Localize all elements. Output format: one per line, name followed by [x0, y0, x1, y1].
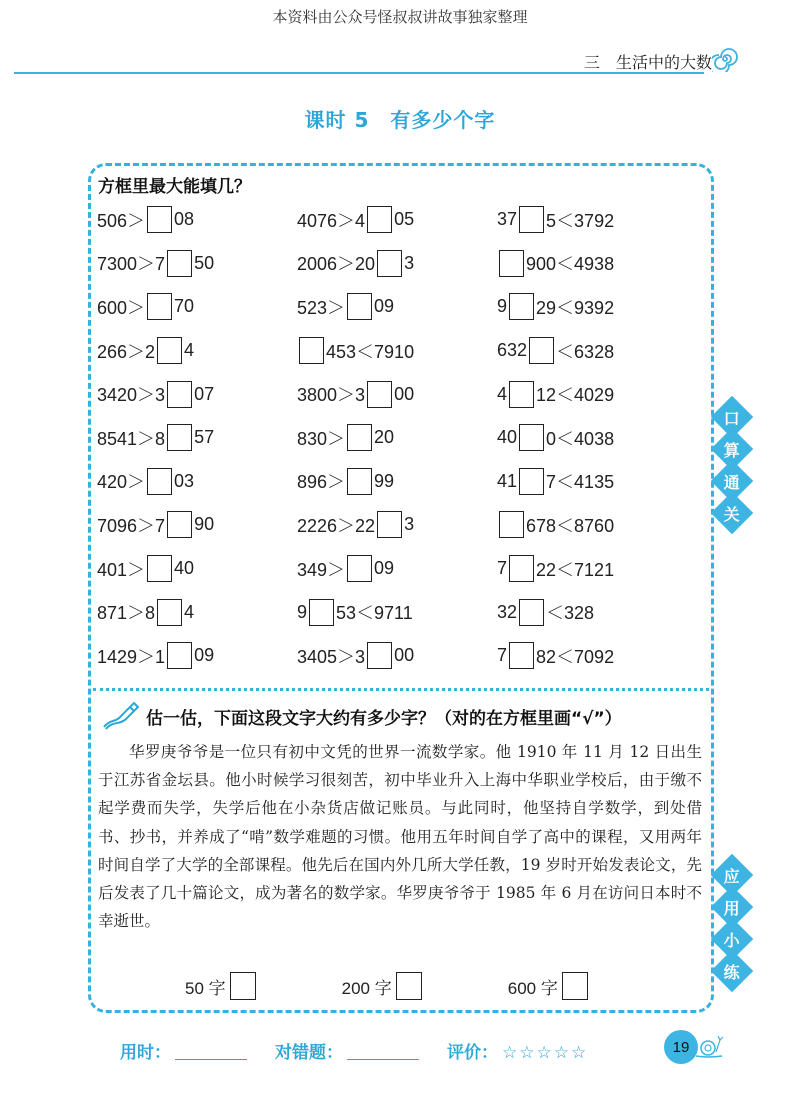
section-divider	[93, 688, 709, 691]
answer-box[interactable]	[309, 599, 334, 626]
comparison-item	[497, 468, 697, 495]
footer	[120, 1038, 588, 1063]
answer-box[interactable]	[299, 337, 324, 364]
side-tabs-oral	[712, 400, 752, 530]
item-suffix: 09	[374, 558, 395, 579]
answer-box[interactable]	[347, 424, 372, 451]
comparison-item	[97, 250, 297, 277]
item-prefix: 506＞	[97, 210, 146, 231]
item-suffix: 99	[374, 470, 395, 491]
item-prefix: 4	[497, 383, 508, 404]
rating-stars[interactable]: ☆☆☆☆☆	[502, 1043, 589, 1063]
comparison-item	[497, 424, 697, 451]
comparison-item	[497, 555, 697, 582]
item-prefix: 523＞	[297, 297, 346, 318]
answer-box[interactable]	[167, 424, 192, 451]
comparison-item	[497, 250, 697, 277]
grid-row	[97, 329, 697, 373]
item-suffix: 50	[194, 252, 215, 273]
grid-row	[97, 416, 697, 460]
item-prefix: 9	[297, 601, 308, 622]
fill-in-grid	[97, 198, 697, 678]
item-prefix: 32	[497, 601, 518, 622]
item-suffix: 07	[194, 383, 215, 404]
answer-box[interactable]	[167, 381, 192, 408]
comparison-item	[297, 599, 497, 626]
comparison-item	[497, 642, 697, 669]
header-rule	[14, 72, 704, 74]
comparison-item	[297, 293, 497, 320]
answer-box[interactable]	[147, 468, 172, 495]
lesson-title: 课时 5 有多少个字	[304, 108, 496, 132]
comparison-item	[97, 206, 297, 233]
answer-box[interactable]	[509, 381, 534, 408]
side-tab-label: 应	[723, 866, 741, 886]
item-suffix: 82＜7092	[536, 646, 615, 667]
grid-row	[97, 198, 697, 242]
answer-box[interactable]	[509, 642, 534, 669]
item-suffix: 3	[404, 514, 415, 535]
item-suffix: 4	[184, 340, 195, 361]
answer-box[interactable]	[347, 555, 372, 582]
comparison-item	[297, 642, 497, 669]
item-suffix: 20	[374, 427, 395, 448]
item-prefix: 7300＞7	[97, 254, 166, 275]
item-prefix: 37	[497, 209, 518, 230]
comparison-item	[497, 511, 697, 538]
item-prefix: 420＞	[97, 472, 146, 493]
comparison-item	[297, 250, 497, 277]
answer-box[interactable]	[167, 642, 192, 669]
answer-box[interactable]	[377, 511, 402, 538]
comparison-item	[297, 555, 497, 582]
answer-box[interactable]	[377, 250, 402, 277]
item-prefix: 40	[497, 427, 518, 448]
option-label: 50 字	[185, 978, 226, 998]
item-prefix: 266＞2	[97, 341, 156, 362]
item-suffix: 0＜4038	[546, 428, 615, 449]
source-note: 本资料由公众号怪叔叔讲故事独家整理	[272, 8, 528, 26]
grid-row	[97, 547, 697, 591]
answer-box[interactable]	[147, 555, 172, 582]
option-checkbox[interactable]	[230, 972, 256, 1000]
item-prefix: 8541＞8	[97, 428, 166, 449]
answer-options	[185, 972, 674, 1000]
item-suffix: 00	[394, 383, 415, 404]
answer-box[interactable]	[509, 293, 534, 320]
errors-blank[interactable]	[347, 1059, 419, 1060]
answer-box[interactable]	[367, 642, 392, 669]
grid-row	[97, 242, 697, 286]
comparison-item	[297, 511, 497, 538]
answer-box[interactable]	[499, 511, 524, 538]
chapter-title: 三 生活中的大数	[583, 53, 712, 72]
answer-box[interactable]	[367, 381, 392, 408]
item-suffix: ＜328	[546, 603, 595, 624]
item-suffix: 90	[194, 514, 215, 535]
item-prefix: 7096＞7	[97, 515, 166, 536]
item-suffix: 7＜4135	[546, 472, 615, 493]
answer-box[interactable]	[147, 206, 172, 233]
comparison-item	[497, 599, 697, 626]
snail-icon	[692, 1030, 726, 1060]
item-suffix: 57	[194, 427, 215, 448]
item-suffix: 22＜7121	[536, 559, 615, 580]
item-suffix: 03	[174, 470, 195, 491]
side-tab	[711, 950, 753, 992]
answer-box[interactable]	[499, 250, 524, 277]
item-suffix: 453＜7910	[326, 341, 415, 362]
answer-box[interactable]	[519, 599, 544, 626]
side-tab	[711, 492, 753, 534]
comparison-item	[497, 337, 697, 364]
option-label: 600 字	[507, 978, 558, 998]
item-prefix: 3405＞3	[297, 646, 366, 667]
comparison-item	[297, 468, 497, 495]
answer-box[interactable]	[167, 511, 192, 538]
time-blank[interactable]	[175, 1059, 247, 1060]
grid-row	[97, 285, 697, 329]
answer-box[interactable]	[347, 293, 372, 320]
item-suffix: 12＜4029	[536, 385, 615, 406]
comparison-item	[97, 381, 297, 408]
item-suffix: 08	[174, 209, 195, 230]
grid-row	[97, 372, 697, 416]
answer-box[interactable]	[519, 206, 544, 233]
comparison-item	[497, 381, 697, 408]
page-number: 19	[664, 1030, 698, 1064]
item-suffix: 00	[394, 645, 415, 666]
answer-box[interactable]	[147, 293, 172, 320]
item-suffix: 53＜9711	[336, 603, 413, 624]
pen-icon	[100, 697, 144, 733]
side-tabs-practice	[712, 858, 752, 988]
item-prefix: 41	[497, 470, 518, 491]
item-prefix: 3800＞3	[297, 385, 366, 406]
question-1-title: 方框里最大能填几？	[98, 177, 251, 197]
comparison-item	[97, 293, 297, 320]
time-label: 用时：	[120, 1043, 171, 1063]
answer-box[interactable]	[157, 337, 182, 364]
item-prefix: 632	[497, 340, 528, 361]
comparison-item	[97, 599, 297, 626]
side-tab-label: 小	[723, 930, 741, 950]
comparison-item	[297, 381, 497, 408]
grid-row	[97, 503, 697, 547]
side-tab-label: 算	[723, 440, 741, 460]
item-prefix: 4076＞4	[297, 210, 366, 231]
item-prefix: 1429＞1	[97, 646, 166, 667]
question-2-title: 估一估，下面这段文字大约有多少字？（对的在方框里画“√”）	[146, 709, 622, 729]
option-checkbox[interactable]	[396, 972, 422, 1000]
item-prefix: 871＞8	[97, 603, 156, 624]
side-tab-label: 口	[723, 408, 741, 428]
comparison-item	[97, 511, 297, 538]
grid-row	[97, 460, 697, 504]
side-tab-label: 通	[723, 472, 741, 492]
comparison-item	[97, 468, 297, 495]
side-tab-label: 练	[723, 962, 741, 982]
item-suffix: 5＜3792	[546, 210, 615, 231]
answer-box[interactable]	[509, 555, 534, 582]
item-suffix: 09	[194, 645, 215, 666]
option-label: 200 字	[341, 978, 392, 998]
comparison-item	[97, 555, 297, 582]
errors-label: 对错题：	[275, 1043, 343, 1063]
answer-box[interactable]	[367, 206, 392, 233]
item-suffix: 05	[394, 209, 415, 230]
side-tab-label: 用	[723, 898, 741, 918]
passage-text: 华罗庚爷爷是一位只有初中文凭的世界一流数学家。他 1910 年 11 月 12 日出生于江苏省金坛县。他小时候学习很刻苦，初中毕业升入上海中华职业学校后，由于缴不起学费而失学，失学后他在小杂货店做记账员。与此同时，他坚持自学数学，到处借书、抄书，并养成了“啃”数学难题的习惯。他用五年时间自学了高中的课程，又用两年时间自学了大学的全部课程。他先后在国内外几所大学任教，19 岁时开始发表论文，先后发表了几十篇论文，成为著名的数学家。华罗庚爷爷于 1985 年 6 月在访问日本时不幸逝世。	[98, 743, 702, 931]
comparison-item	[97, 642, 297, 669]
answer-option	[342, 972, 424, 1000]
answer-box[interactable]	[529, 337, 554, 364]
item-suffix: 678＜8760	[526, 515, 615, 536]
item-prefix: 3420＞3	[97, 385, 166, 406]
item-suffix: 29＜9392	[536, 297, 615, 318]
item-prefix: 401＞	[97, 559, 146, 580]
answer-box[interactable]	[347, 468, 372, 495]
grid-row	[97, 590, 697, 634]
item-prefix: 600＞	[97, 297, 146, 318]
comparison-item	[497, 206, 697, 233]
swirl-icon	[712, 46, 738, 72]
item-suffix: ＜6328	[556, 341, 615, 362]
comparison-item	[297, 424, 497, 451]
item-suffix: 40	[174, 558, 195, 579]
side-tab-label: 关	[723, 504, 741, 524]
item-prefix: 2006＞20	[297, 254, 376, 275]
item-suffix: 70	[174, 296, 195, 317]
item-suffix: 4	[184, 601, 195, 622]
item-suffix: 09	[374, 296, 395, 317]
item-prefix: 830＞	[297, 428, 346, 449]
comparison-item	[297, 206, 497, 233]
item-prefix: 7	[497, 645, 508, 666]
item-prefix: 9	[497, 296, 508, 317]
item-prefix: 2226＞22	[297, 515, 376, 536]
answer-box[interactable]	[519, 424, 544, 451]
item-prefix: 349＞	[297, 559, 346, 580]
answer-box[interactable]	[519, 468, 544, 495]
answer-option	[185, 972, 258, 1000]
comparison-item	[497, 293, 697, 320]
answer-option	[508, 972, 590, 1000]
option-checkbox[interactable]	[562, 972, 588, 1000]
item-prefix: 7	[497, 558, 508, 579]
item-prefix: 896＞	[297, 472, 346, 493]
comparison-item	[97, 424, 297, 451]
answer-box[interactable]	[157, 599, 182, 626]
item-suffix: 900＜4938	[526, 254, 615, 275]
comparison-item	[97, 337, 297, 364]
comparison-item	[297, 337, 497, 364]
grid-row	[97, 634, 697, 678]
item-suffix: 3	[404, 252, 415, 273]
rating-label: 评价：	[447, 1043, 498, 1063]
answer-box[interactable]	[167, 250, 192, 277]
